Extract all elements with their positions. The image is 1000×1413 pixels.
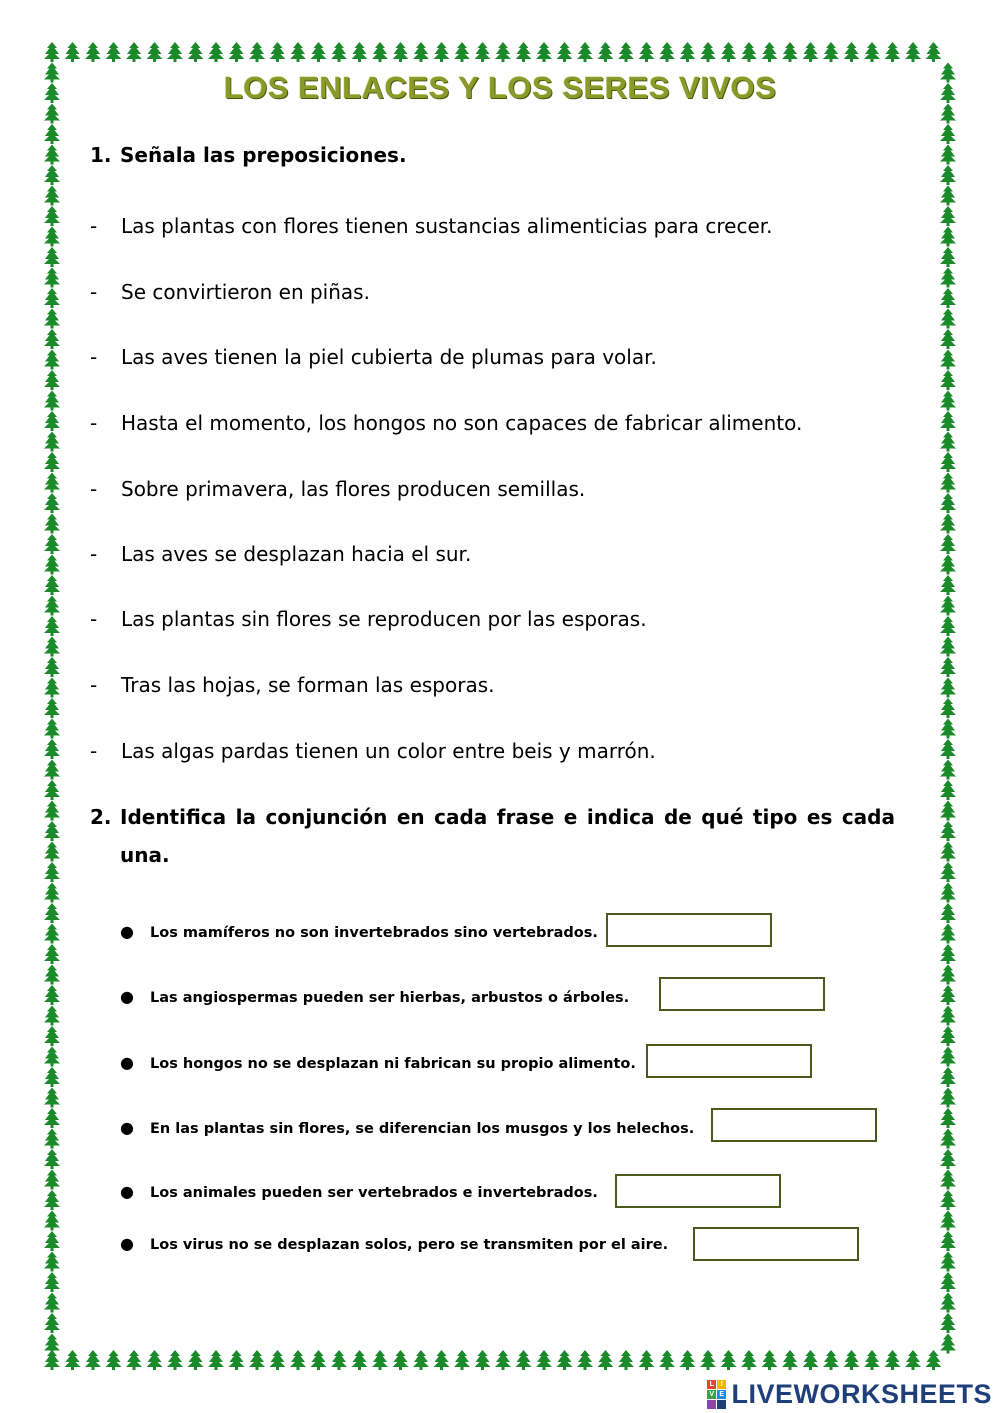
pine-tree-icon	[659, 42, 675, 62]
pine-tree-icon	[65, 1350, 81, 1370]
pine-tree-icon	[495, 42, 511, 62]
pine-tree-icon	[940, 1293, 956, 1313]
pine-tree-icon	[940, 473, 956, 493]
pine-tree-icon	[44, 1231, 60, 1251]
pine-tree-icon	[290, 42, 306, 62]
pine-tree-icon	[940, 575, 956, 595]
pine-tree-icon	[475, 1350, 491, 1370]
pine-tree-icon	[940, 1334, 956, 1354]
pine-tree-icon	[475, 42, 491, 62]
pine-tree-icon	[44, 391, 60, 411]
pine-tree-icon	[940, 821, 956, 841]
pine-tree-icon	[940, 1149, 956, 1169]
pine-tree-icon	[434, 1350, 450, 1370]
pine-tree-icon	[290, 1350, 306, 1370]
pine-tree-icon	[85, 1350, 101, 1370]
pine-tree-icon	[940, 534, 956, 554]
pine-tree-icon	[44, 124, 60, 144]
pine-tree-icon	[762, 42, 778, 62]
pine-tree-icon	[454, 42, 470, 62]
pine-tree-icon	[940, 391, 956, 411]
pine-tree-icon	[44, 862, 60, 882]
conjunction-sentence: ● Los mamíferos no son invertebrados sino vertebrados.	[120, 922, 598, 941]
pine-tree-icon	[44, 452, 60, 472]
pine-tree-icon	[940, 801, 956, 821]
pine-tree-icon	[940, 1067, 956, 1087]
pine-tree-icon	[940, 1170, 956, 1190]
answer-box[interactable]	[646, 1044, 812, 1078]
pine-tree-icon	[940, 452, 956, 472]
pine-tree-icon	[44, 247, 60, 267]
pine-tree-icon	[844, 1350, 860, 1370]
pine-tree-icon	[536, 42, 552, 62]
pine-tree-icon	[940, 1047, 956, 1067]
pine-tree-icon	[208, 1350, 224, 1370]
pine-tree-icon	[331, 1350, 347, 1370]
pine-tree-icon	[44, 924, 60, 944]
conjunction-sentence: ● Los animales pueden ser vertebrados e invertebrados.	[120, 1182, 598, 1201]
pine-tree-icon	[270, 1350, 286, 1370]
pine-tree-icon	[940, 903, 956, 923]
pine-tree-icon	[44, 1170, 60, 1190]
question-1-heading	[90, 136, 895, 174]
pine-tree-icon	[44, 1006, 60, 1026]
pine-tree-icon	[940, 883, 956, 903]
pine-tree-icon	[940, 1190, 956, 1210]
preposition-sentence[interactable]: - Las plantas con flores tienen sustancias alimenticias para crecer.	[90, 214, 773, 238]
question-1-number: 1.	[90, 143, 112, 167]
pine-tree-icon	[44, 1252, 60, 1272]
pine-tree-icon	[940, 965, 956, 985]
pine-tree-icon	[44, 309, 60, 329]
preposition-sentence[interactable]: - Las algas pardas tienen un color entre beis y marrón.	[90, 739, 656, 763]
pine-tree-icon	[940, 247, 956, 267]
pine-tree-icon	[106, 42, 122, 62]
liveworksheets-brand: LIVEWORKSHEETS	[731, 1378, 992, 1409]
pine-tree-icon	[44, 575, 60, 595]
pine-tree-icon	[311, 42, 327, 62]
pine-tree-icon	[372, 42, 388, 62]
pine-tree-icon	[65, 42, 81, 62]
pine-tree-icon	[44, 965, 60, 985]
pine-tree-icon	[44, 1293, 60, 1313]
pine-tree-icon	[577, 1350, 593, 1370]
pine-tree-icon	[940, 719, 956, 739]
pine-tree-icon	[44, 145, 60, 165]
pine-tree-icon	[44, 1149, 60, 1169]
pine-tree-icon	[44, 493, 60, 513]
pine-tree-icon	[940, 206, 956, 226]
pine-tree-icon	[940, 329, 956, 349]
pine-tree-icon	[44, 411, 60, 431]
pine-tree-icon	[926, 1350, 942, 1370]
pine-tree-icon	[940, 145, 956, 165]
pine-tree-icon	[44, 1211, 60, 1231]
pine-tree-icon	[44, 186, 60, 206]
pine-tree-icon	[885, 1350, 901, 1370]
pine-tree-icon	[741, 42, 757, 62]
pine-tree-icon	[44, 903, 60, 923]
pine-tree-icon	[44, 1108, 60, 1128]
pine-tree-icon	[44, 555, 60, 575]
pine-tree-icon	[208, 42, 224, 62]
pine-tree-icon	[44, 473, 60, 493]
pine-tree-icon	[249, 42, 265, 62]
question-2-heading	[90, 798, 895, 874]
pine-tree-icon	[106, 1350, 122, 1370]
pine-tree-icon	[940, 268, 956, 288]
conjunction-sentence: ● Las angiospermas pueden ser hierbas, arbustos o árboles.	[120, 987, 630, 1006]
pine-tree-icon	[44, 1190, 60, 1210]
pine-tree-icon	[940, 309, 956, 329]
pine-tree-icon	[659, 1350, 675, 1370]
preposition-sentence[interactable]: - Se convirtieron en piñas.	[90, 280, 370, 304]
answer-box[interactable]	[659, 977, 825, 1011]
pine-tree-icon	[270, 42, 286, 62]
pine-tree-icon	[639, 1350, 655, 1370]
pine-tree-icon	[516, 1350, 532, 1370]
pine-tree-icon	[721, 42, 737, 62]
pine-tree-icon	[864, 42, 880, 62]
pine-tree-icon	[126, 1350, 142, 1370]
pine-tree-icon	[516, 42, 532, 62]
pine-tree-icon	[940, 985, 956, 1005]
preposition-sentence[interactable]: - Las plantas sin flores se reproducen por las esporas.	[90, 607, 647, 631]
pine-tree-icon	[249, 1350, 265, 1370]
pine-tree-icon	[940, 104, 956, 124]
pine-tree-icon	[940, 862, 956, 882]
pine-tree-icon	[940, 288, 956, 308]
pine-tree-icon	[885, 42, 901, 62]
pine-tree-icon	[372, 1350, 388, 1370]
pine-tree-icon	[823, 42, 839, 62]
pine-tree-icon	[618, 1350, 634, 1370]
pine-tree-icon	[44, 206, 60, 226]
pine-tree-icon	[44, 596, 60, 616]
pine-tree-icon	[803, 42, 819, 62]
pine-tree-icon	[940, 1211, 956, 1231]
pine-tree-icon	[940, 1313, 956, 1333]
conjunction-sentence: ● Los virus no se desplazan solos, pero se transmiten por el aire.	[120, 1234, 669, 1253]
preposition-sentence[interactable]: - Las aves tienen la piel cubierta de plumas para volar.	[90, 345, 657, 369]
pine-tree-icon	[680, 42, 696, 62]
question-1-text: Señala las preposiciones.	[120, 143, 407, 167]
pine-tree-icon	[940, 227, 956, 247]
pine-tree-icon	[940, 924, 956, 944]
pine-tree-icon	[940, 616, 956, 636]
pine-tree-icon	[618, 42, 634, 62]
pine-tree-icon	[721, 1350, 737, 1370]
pine-tree-icon	[940, 555, 956, 575]
pine-tree-icon	[940, 493, 956, 513]
pine-tree-icon	[940, 1026, 956, 1046]
pine-tree-icon	[413, 42, 429, 62]
pine-tree-icon	[940, 1088, 956, 1108]
pine-tree-icon	[940, 698, 956, 718]
pine-tree-icon	[940, 596, 956, 616]
pine-tree-icon	[940, 514, 956, 534]
pine-tree-icon	[940, 1272, 956, 1292]
preposition-sentence[interactable]: - Sobre primavera, las flores producen semillas.	[90, 477, 586, 501]
pine-tree-icon	[311, 1350, 327, 1370]
pine-tree-icon	[44, 268, 60, 288]
pine-tree-icon	[44, 104, 60, 124]
pine-tree-icon	[762, 1350, 778, 1370]
pine-tree-icon	[229, 42, 245, 62]
pine-tree-icon	[352, 1350, 368, 1370]
pine-tree-icon	[44, 944, 60, 964]
pine-tree-icon	[940, 411, 956, 431]
pine-tree-icon	[639, 42, 655, 62]
pine-tree-icon	[44, 780, 60, 800]
pine-tree-icon	[940, 165, 956, 185]
pine-tree-icon	[44, 719, 60, 739]
pine-tree-icon	[44, 637, 60, 657]
pine-tree-icon	[940, 760, 956, 780]
pine-tree-icon	[44, 350, 60, 370]
pine-tree-icon	[864, 1350, 880, 1370]
answer-box[interactable]	[711, 1108, 877, 1142]
pine-tree-icon	[413, 1350, 429, 1370]
pine-tree-icon	[844, 42, 860, 62]
pine-tree-icon	[940, 944, 956, 964]
pine-tree-icon	[44, 432, 60, 452]
answer-box[interactable]	[606, 913, 772, 947]
pine-tree-icon	[557, 1350, 573, 1370]
answer-box[interactable]	[615, 1174, 781, 1208]
pine-tree-icon	[147, 42, 163, 62]
pine-tree-icon	[577, 42, 593, 62]
pine-tree-icon	[536, 1350, 552, 1370]
pine-tree-icon	[44, 883, 60, 903]
pine-tree-icon	[44, 1026, 60, 1046]
pine-tree-icon	[44, 165, 60, 185]
pine-tree-icon	[44, 227, 60, 247]
pine-tree-icon	[454, 1350, 470, 1370]
pine-tree-icon	[393, 42, 409, 62]
pine-tree-icon	[700, 42, 716, 62]
pine-tree-icon	[940, 1129, 956, 1149]
pine-tree-icon	[44, 1272, 60, 1292]
pine-tree-icon	[940, 1108, 956, 1128]
pine-tree-icon	[44, 288, 60, 308]
pine-tree-icon	[598, 1350, 614, 1370]
pine-tree-icon	[940, 780, 956, 800]
pine-tree-icon	[782, 42, 798, 62]
pine-tree-icon	[905, 1350, 921, 1370]
question-2-number: 2.	[90, 805, 112, 829]
pine-tree-icon	[352, 42, 368, 62]
pine-tree-icon	[940, 1252, 956, 1272]
pine-tree-icon	[331, 42, 347, 62]
pine-tree-icon	[126, 42, 142, 62]
preposition-sentence[interactable]: - Hasta el momento, los hongos no son capaces de fabricar alimento.	[90, 411, 803, 435]
pine-tree-icon	[823, 1350, 839, 1370]
pine-tree-icon	[940, 842, 956, 862]
pine-tree-icon	[44, 534, 60, 554]
pine-tree-icon	[44, 1067, 60, 1087]
pine-tree-icon	[700, 1350, 716, 1370]
pine-tree-icon	[44, 370, 60, 390]
pine-tree-icon	[741, 1350, 757, 1370]
pine-tree-icon	[44, 678, 60, 698]
pine-tree-icon	[44, 739, 60, 759]
liveworksheets-icon: L I V E	[707, 1380, 726, 1409]
pine-tree-icon	[940, 678, 956, 698]
pine-tree-icon	[44, 1129, 60, 1149]
pine-tree-icon	[44, 801, 60, 821]
pine-tree-icon	[940, 1231, 956, 1251]
preposition-sentence[interactable]: - Tras las hojas, se forman las esporas.	[90, 673, 495, 697]
pine-tree-icon	[188, 42, 204, 62]
liveworksheets-logo	[707, 1377, 992, 1411]
pine-tree-icon	[44, 821, 60, 841]
pine-tree-icon	[44, 1088, 60, 1108]
pine-tree-icon	[44, 42, 60, 62]
pine-tree-icon	[393, 1350, 409, 1370]
preposition-sentence[interactable]: - Las aves se desplazan hacia el sur.	[90, 542, 472, 566]
pine-tree-icon	[598, 42, 614, 62]
pine-tree-icon	[44, 985, 60, 1005]
conjunction-sentence: ● Los hongos no se desplazan ni fabrican su propio alimento.	[120, 1053, 636, 1072]
pine-tree-icon	[926, 42, 942, 62]
pine-tree-icon	[44, 760, 60, 780]
pine-tree-icon	[147, 1350, 163, 1370]
pine-tree-icon	[940, 370, 956, 390]
pine-tree-icon	[167, 1350, 183, 1370]
pine-tree-icon	[495, 1350, 511, 1370]
pine-tree-icon	[44, 1334, 60, 1354]
question-2-text: Identifica la conjunción en cada frase e indica de qué tipo es cada una.	[120, 805, 895, 867]
pine-tree-icon	[940, 350, 956, 370]
pine-tree-icon	[782, 1350, 798, 1370]
pine-tree-icon	[44, 657, 60, 677]
pine-tree-icon	[940, 186, 956, 206]
pine-tree-icon	[434, 42, 450, 62]
pine-tree-icon	[557, 42, 573, 62]
pine-tree-icon	[940, 124, 956, 144]
conjunction-sentence: ● En las plantas sin flores, se diferencian los musgos y los helechos.	[120, 1118, 695, 1137]
pine-tree-icon	[905, 42, 921, 62]
answer-box[interactable]	[693, 1227, 859, 1261]
pine-tree-icon	[940, 432, 956, 452]
pine-tree-icon	[167, 42, 183, 62]
pine-tree-icon	[680, 1350, 696, 1370]
pine-tree-icon	[44, 842, 60, 862]
pine-tree-icon	[85, 42, 101, 62]
pine-tree-icon	[940, 1006, 956, 1026]
pine-tree-icon	[44, 1047, 60, 1067]
pine-tree-icon	[940, 739, 956, 759]
pine-tree-icon	[188, 1350, 204, 1370]
pine-tree-icon	[44, 616, 60, 636]
pine-tree-icon	[44, 698, 60, 718]
pine-tree-icon	[44, 1313, 60, 1333]
page-title: LOS ENLACES Y LOS SERES VIVOS	[223, 70, 777, 105]
pine-tree-icon	[44, 514, 60, 534]
pine-tree-icon	[229, 1350, 245, 1370]
pine-tree-icon	[803, 1350, 819, 1370]
pine-tree-icon	[940, 657, 956, 677]
pine-tree-icon	[940, 637, 956, 657]
pine-tree-icon	[44, 329, 60, 349]
